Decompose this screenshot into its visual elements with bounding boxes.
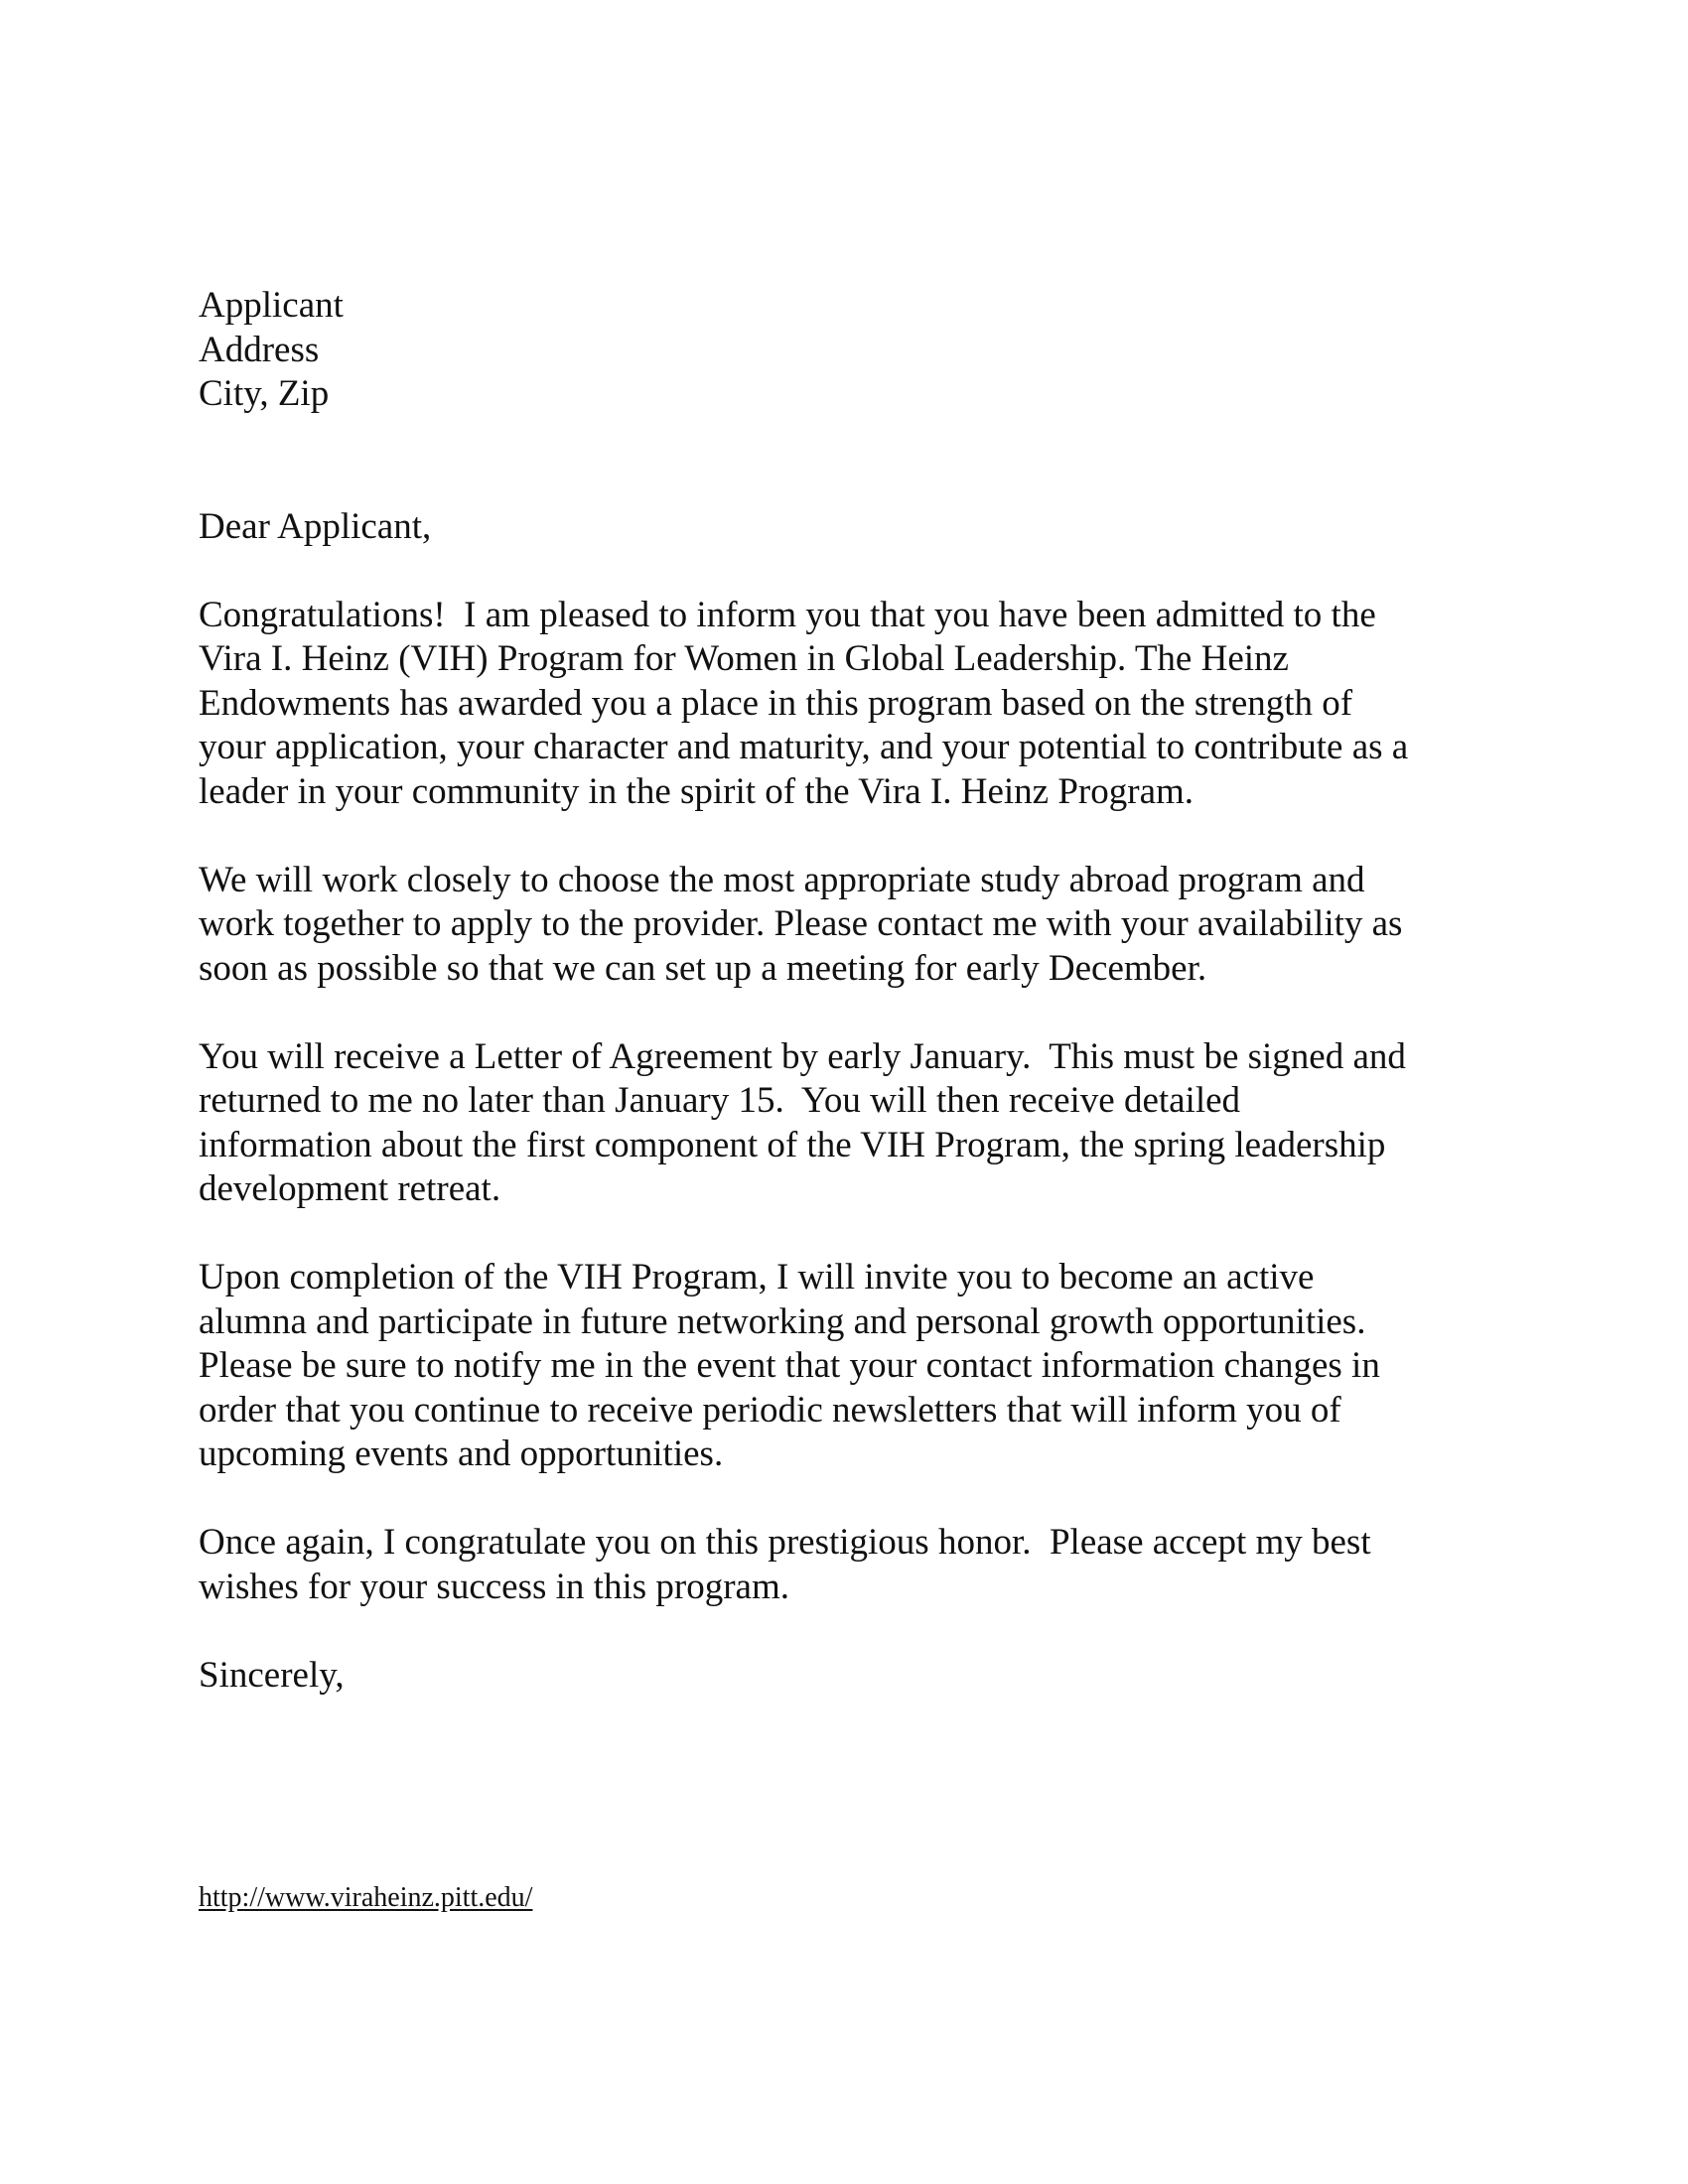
paragraph-line: You will receive a Letter of Agreement by early January. This must be signed and <box>199 1035 1406 1077</box>
address-line-city: City, Zip <box>199 373 330 414</box>
paragraph-line: development retreat. <box>199 1168 501 1209</box>
paragraph-line: Please be sure to notify me in the event that your contact information changes in <box>199 1345 1380 1386</box>
paragraph-line: alumna and participate in future networking and personal growth opportunities. <box>199 1300 1366 1342</box>
address-line-street: Address <box>199 329 320 370</box>
paragraph-line: information about the first component of the VIH Program, the spring leadership <box>199 1124 1386 1165</box>
paragraph-line: Upon completion of the VIH Program, I will invite you to become an active <box>199 1257 1315 1297</box>
paragraph-line: Vira I. Heinz (VIH) Program for Women in Global Leadership. The Heinz <box>199 638 1289 679</box>
paragraph-line: Congratulations! I am pleased to inform you that you have been admitted to the <box>199 594 1376 635</box>
paragraph-line: We will work closely to choose the most appropriate study abroad program and <box>199 859 1365 900</box>
website-link[interactable]: http://www.viraheinz.pitt.edu/ <box>199 1882 533 1913</box>
recipient-address <box>199 284 1509 417</box>
paragraph-line: Endowments has awarded you a place in this program based on the strength of <box>199 682 1353 724</box>
salutation: Dear Applicant, <box>199 505 432 547</box>
address-line-name: Applicant <box>199 285 344 326</box>
paragraph-study-abroad <box>199 859 1509 992</box>
paragraph-best-wishes <box>199 1521 1509 1609</box>
paragraph-line: Once again, I congratulate you on this prestigious honor. Please accept my best <box>199 1522 1371 1563</box>
paragraph-line: wishes for your success in this program. <box>199 1566 789 1607</box>
paragraph-line: work together to apply to the provider. Please contact me with your availability as <box>199 903 1403 944</box>
paragraph-line: upcoming events and opportunities. <box>199 1433 724 1474</box>
paragraph-line: your application, your character and maturity, and your potential to contribute as a <box>199 727 1409 767</box>
letter-body <box>199 284 1509 1698</box>
paragraph-line: soon as possible so that we can set up a meeting for early December. <box>199 947 1207 989</box>
paragraph-congratulations <box>199 594 1509 815</box>
paragraph-line: returned to me no later than January 15. You will then receive detailed <box>199 1080 1241 1121</box>
paragraph-line: leader in your community in the spirit of the Vira I. Heinz Program. <box>199 770 1195 812</box>
paragraph-alumna <box>199 1256 1509 1477</box>
paragraph-letter-of-agreement <box>199 1035 1509 1212</box>
paragraph-line: order that you continue to receive periodic newsletters that will inform you of <box>199 1389 1341 1431</box>
closing: Sincerely, <box>199 1654 345 1696</box>
